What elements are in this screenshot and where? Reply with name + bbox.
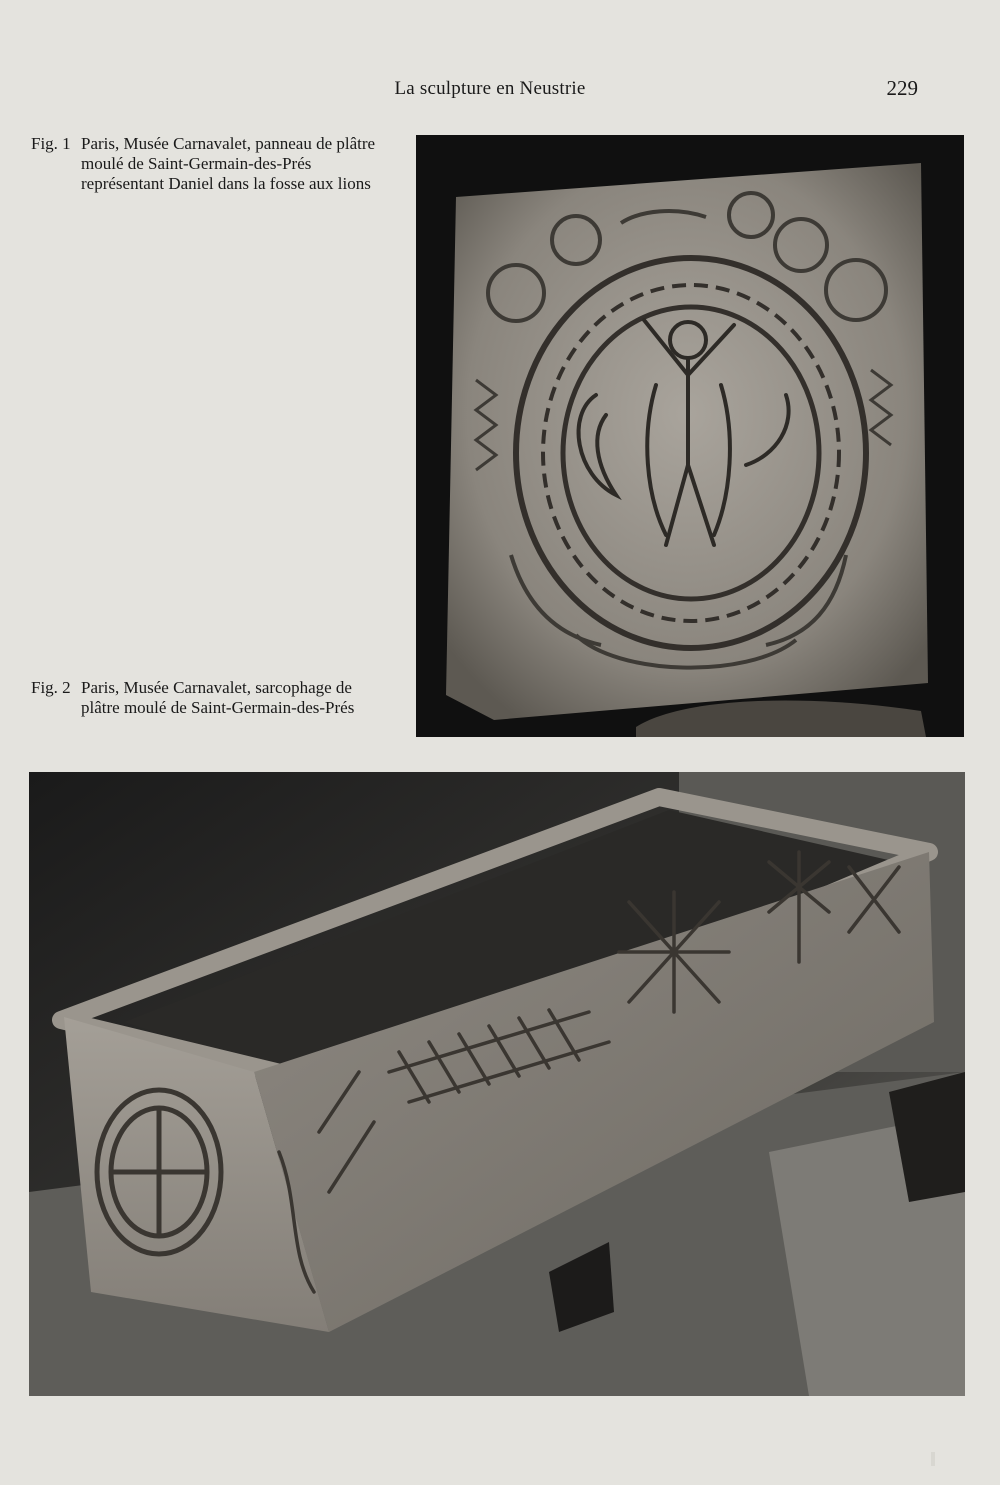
figure-1-label: Fig. 1 — [31, 134, 71, 153]
plaster-panel-image — [416, 135, 964, 737]
figure-1-caption-text: Paris, Musée Carnavalet, panneau de plâtre moulé de Saint-Germain-des-Prés représentant Daniel dans la fosse aux lions — [81, 134, 376, 193]
figure-1-caption — [31, 134, 391, 234]
figure-1-photo — [416, 135, 964, 737]
plaster-sarcophagus-image — [29, 772, 965, 1396]
print-speck — [931, 1452, 935, 1466]
figure-2-caption-text: Paris, Musée Carnavalet, sarcophage de plâtre moulé de Saint-Germain-des-Prés — [81, 678, 355, 717]
figure-2-caption — [31, 678, 391, 758]
figure-2-label: Fig. 2 — [31, 678, 71, 697]
running-title: La sculpture en Neustrie — [394, 78, 586, 99]
figure-2-photo — [29, 772, 965, 1396]
page-number: 229 — [886, 76, 918, 100]
